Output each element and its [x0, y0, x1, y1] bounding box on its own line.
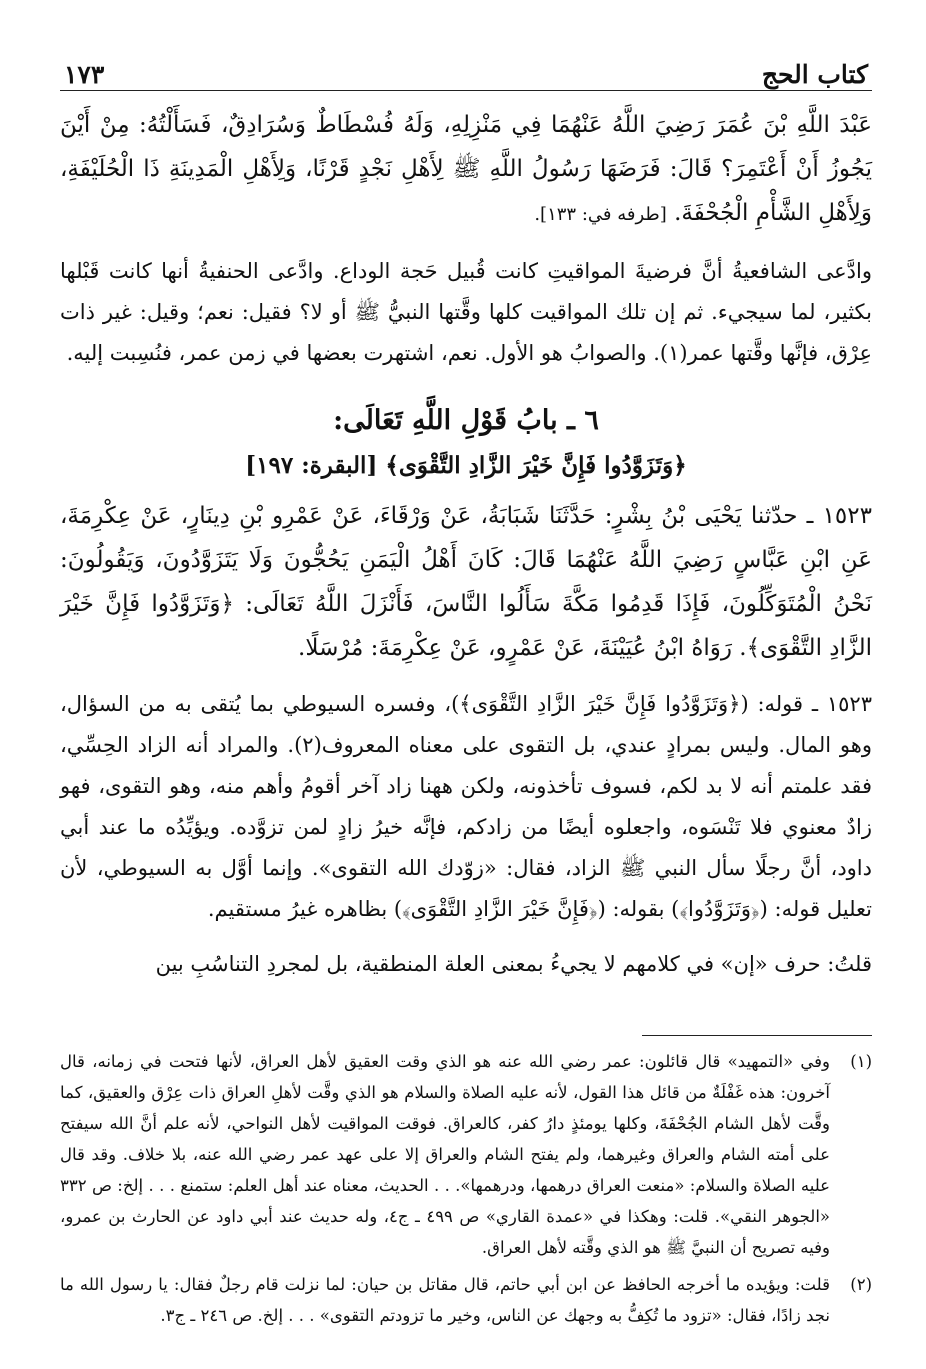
hadith-continuation-text: عَبْدَ اللَّهِ بْنَ عُمَرَ رَضِيَ اللَّهُ عَنْهُمَا فِي مَنْزِلِهِ، وَلَهُ فُسْطَاطٌ وَسُرَادِقٌ، فَسَأَلْتُهُ: مِنْ أَيْنَ يَجُوزُ أَنْ أَعْتَمِرَ؟ قَالَ: فَرَضَهَا رَسُولُ اللَّهِ ﷺ لِأَهْلِ نَجْدٍ قَرْنًا، وَلِأَهْلِ الْمَدِينَةِ ذَا الْحُلَيْفَةِ، وَلِأَهْلِ الشَّأْمِ الْجُحْفَةَ. — [60, 112, 872, 226]
footnote-2 — [60, 1269, 872, 1331]
book-title: كتاب الحج — [761, 60, 868, 89]
hadith-continuation-ref: [طرفه في: ١٣٣]. — [534, 204, 667, 225]
hadith-continuation — [60, 103, 872, 237]
chapter-heading — [60, 398, 872, 488]
book-page — [60, 40, 872, 1331]
footnote-text: قلت: ويؤيده ما أخرجه الحافظ عن ابن أبي حاتم، قال مقاتل بن حيان: لما نزلت قام رجلٌ فقال: يا رسول الله ما نجد زادًا، فقال: «تزود ما تُكِفُّ به وجهك عن الناس، وخير ما تزودتم التقوى» . . . إلخ. ص ٢٤٦ ـ ج٣. — [60, 1275, 830, 1325]
commentary-paragraph: وادَّعى الشافعيةُ أنَّ فرضيةَ المواقيتِ كانت قُبيل حَجة الوداع. وادَّعى الحنفيةُ أنها كانت قَبْلها بكثير، لما سيجيء. ثم إن تلك المواقيت كلها وقَّتها النبيُّ ﷺ أو لا؟ فقيل: نعم؛ وقيل: غير ذات عِرْق، فإنَّها وقَّتها عمر(١). والصوابُ هو الأول. نعم، اشتهرت بعضها في زمن عمر، فنُسِبت إليه. — [60, 259, 872, 365]
running-header — [60, 40, 872, 91]
chapter-title: ٦ ـ بابُ قَوْلِ اللَّهِ تَعَالَى: — [333, 405, 599, 436]
commentary-1523: ١٥٢٣ ـ قوله: (﴿وَتَزَوَّدُوا فَإِنَّ خَيْرَ الزَّادِ التَّقْوَى﴾)، وفسره السيوطي بما يُتقى به من السؤال، وهو المال. وليس بمرادٍ عندي، بل التقوى على معناه المعروف(٢). والمراد أنه الزاد الحِسِّي، فقد علمتم أنه لا بد لكم، فسوف تأخذونه، ولكن ههنا زاد آخر أقومُ وأهم منه، وهو التقوى، فهو زادٌ معنوي فلا تَنْسَوه، واجعلوه أيضًا من زادكم، فإنَّه خيرُ زادٍ لمن تزوَّده. ويؤيِّدُه ما عند أبي داود، أنَّ رجلًا سأل النبي ﷺ الزاد، فقال: «زوّدك الله التقوى». وإنما أوَّل به السيوطي، لأن تعليل قوله: (﴿وَتَزَوَّدُوا﴾) بقوله: (﴿فَإِنَّ خَيْرَ الزَّادِ التَّقْوَى﴾) بظاهره غيرُ مستقيم. — [60, 692, 872, 921]
footnote-number: (٢) — [850, 1275, 872, 1294]
footnote-1 — [60, 1046, 872, 1263]
footnote-text: وفي «التمهيد» قال قائلون: عمر رضي الله عنه هو الذي وقت العقيق لأهل العراق، لأنها فتحت في زمانه، قال آخرون: هذه غَفْلَةٌ من قائل هذا القول، لأنه عليه الصلاة والسلام هو الذي وقَّت لأهلِ العراق ذات عِرْق والعقيق، كما وقَّت لأهل الشام الجُحْفَةَ، وكلها يومئذٍ دارُ كفر، كالعراق. فوقت المواقيت لأهل النواحي، لأنه علم أنَّ الله سيفتح على أمته الشام والعراق وغيرهما، ولم يفتح الشام والعراق إلا على عهد عمر رضي الله عنه، بلا خلاف. وقد قال عليه الصلاة والسلام: «منعت العراق درهمها، ودرهمها». . . الحديث، معناه عند أهل العلم: ستمنع . . . إلخ: ص ٣٣٢ «الجوهر النقي». قلت: وهكذا في «عمدة القاري» ص ٤٩٩ ـ ج٤، وله حديث عند أبي داود عن الحارث بن عمرو، وفيه تصريح أن النبيَّ ﷺ هو الذي وقَّته لأهل العراق. — [60, 1052, 830, 1257]
page-number: ١٧٣ — [64, 60, 105, 89]
chapter-verse: ﴿وَتَزَوَّدُوا فَإِنَّ خَيْرَ الزَّادِ التَّقْوَى﴾ — [385, 452, 687, 479]
chapter-verse-ref: [البقرة: ١٩٧] — [245, 452, 378, 479]
footnote-number: (١) — [850, 1052, 872, 1071]
chapter-verse-line — [60, 444, 872, 488]
commentary-paragraph-2: قلتُ: حرف «إن» في كلامهم لا يجيءُ بمعنى العلة المنطقية، بل لمجردِ التناسُبِ بين — [155, 952, 872, 976]
hadith-1523: ١٥٢٣ ـ حدّثنا يَحْيَى بْنُ بِشْرٍ: حَدَّثَنَا شَبَابَةُ، عَنْ وَرْقَاءَ، عَنْ عَمْرِو بْنِ دِينَارٍ، عَنْ عِكْرِمَةَ، عَنِ ابْنِ عَبَّاسٍ رَضِيَ اللَّهُ عَنْهُمَا قَالَ: كَانَ أَهْلُ الْيَمَنِ يَحُجُّونَ وَلَا يَتَزَوَّدُونَ، وَيَقُولُونَ: نَحْنُ الْمُتَوَكِّلُونَ، فَإِذَا قَدِمُوا مَكَّةَ سَأَلُوا النَّاسَ، فَأَنْزَلَ اللَّهُ تَعَالَى: ﴿وَتَزَوَّدُوا فَإِنَّ خَيْرَ الزَّادِ التَّقْوَى﴾. رَوَاهُ ابْنُ عُيَيْنَةَ، عَنْ عَمْرٍو، عَنْ عِكْرِمَةَ: مُرْسَلًا. — [60, 503, 872, 661]
footnote-separator — [642, 1035, 872, 1036]
